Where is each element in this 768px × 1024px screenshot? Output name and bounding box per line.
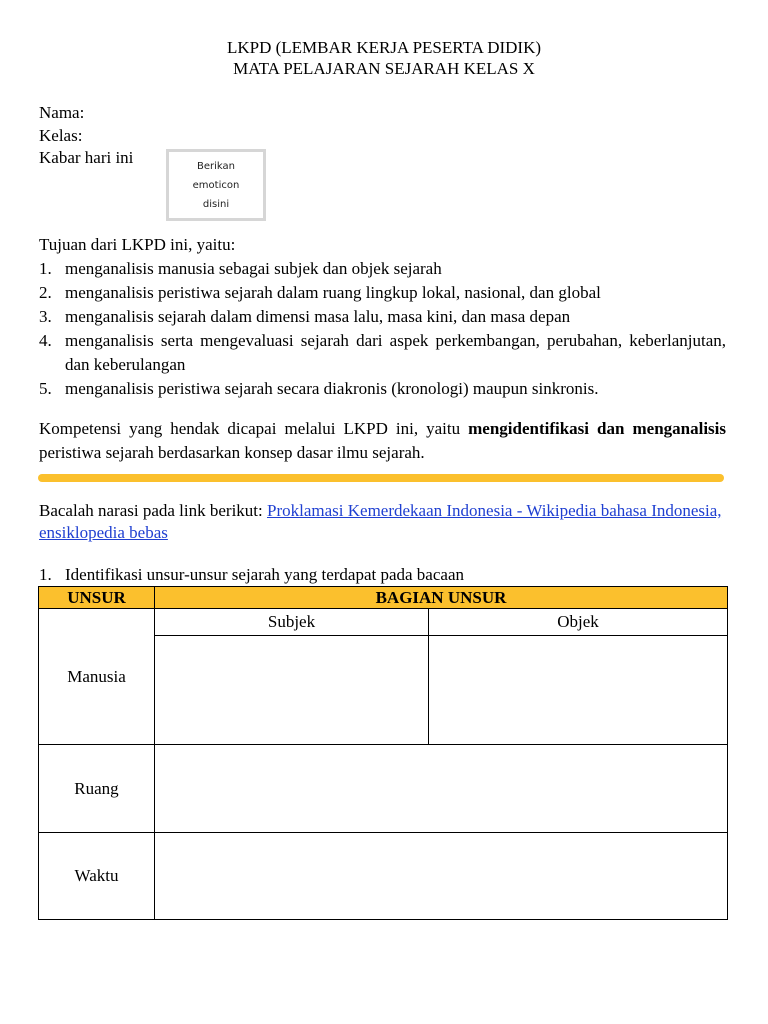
subheader-objek: Objek [429,609,728,636]
list-item-text: menganalisis manusia sebagai subjek dan objek sejarah [65,259,442,278]
row-label-ruang: Ruang [39,745,155,833]
list-item-text: menganalisis peristiwa sejarah dalam ruang lingkup lokal, nasional, dan global [65,283,601,302]
unsur-table [38,586,728,920]
list-item [39,329,726,377]
ruang-answer-cell[interactable] [155,745,728,833]
manusia-subjek-cell[interactable] [155,636,429,745]
list-number: 1. [39,259,52,278]
page-subtitle: MATA PELAJARAN SEJARAH KELAS X [233,59,535,78]
nama-field-label[interactable]: Nama: [39,103,85,122]
list-number: 3. [39,307,52,326]
table-header-row [39,587,728,609]
manusia-objek-cell[interactable] [429,636,728,745]
list-item-text: menganalisis peristiwa sejarah secara diakronis (kronologi) maupun sinkronis. [65,379,599,398]
list-item [39,281,726,305]
list-item [39,257,726,281]
row-label-manusia: Manusia [39,609,155,745]
table-row [39,833,728,920]
kompetensi-bold-text: mengidentifikasi dan menganalisis [468,419,726,438]
wikipedia-link[interactable]: Proklamasi Kemerdekaan Indonesia - Wikipedia bahasa Indonesia, ensiklopedia bebas [39,501,722,542]
list-item [39,377,726,401]
question-number: 1. [39,565,52,584]
list-number: 5. [39,379,52,398]
tujuan-intro: Tujuan dari LKPD ini, yaitu: [39,235,236,254]
tujuan-list [39,257,726,401]
list-number: 2. [39,283,52,302]
kabar-field-label: Kabar hari ini [39,148,134,167]
page-title: LKPD (LEMBAR KERJA PESERTA DIDIK) [226,38,542,57]
table-row [39,745,728,833]
question-1 [39,564,464,586]
list-item-text: menganalisis serta mengevaluasi sejarah dari aspek perkembangan, perubahan, keberlanjutan, dan keberulangan [65,331,726,374]
subheader-subjek: Subjek [155,609,429,636]
list-item-text: menganalisis sejarah dalam dimensi masa lalu, masa kini, dan masa depan [65,307,571,326]
header-unsur: UNSUR [39,587,155,609]
emoticon-box-text: Berikan emoticon disini [192,160,240,210]
kompetensi-paragraph [39,417,726,465]
header-bagian-unsur: BAGIAN UNSUR [155,587,728,609]
emoticon-input-box[interactable] [166,149,266,221]
kompetensi-text-before: Kompetensi yang hendak dicapai melalui LKPD ini, yaitu [39,419,469,438]
narasi-prefix: Bacalah narasi pada link berikut: [39,501,267,520]
row-label-waktu: Waktu [39,833,155,920]
question-text: Identifikasi unsur-unsur sejarah yang terdapat pada bacaan [65,565,464,584]
list-item [39,305,726,329]
narasi-paragraph [39,500,729,544]
kompetensi-text-after: peristiwa sejarah berdasarkan konsep dasar ilmu sejarah. [39,443,425,462]
section-divider [38,474,724,482]
list-number: 4. [39,331,52,350]
kelas-field-label[interactable]: Kelas: [39,126,83,145]
waktu-answer-cell[interactable] [155,833,728,920]
table-subheader-row [39,609,728,636]
